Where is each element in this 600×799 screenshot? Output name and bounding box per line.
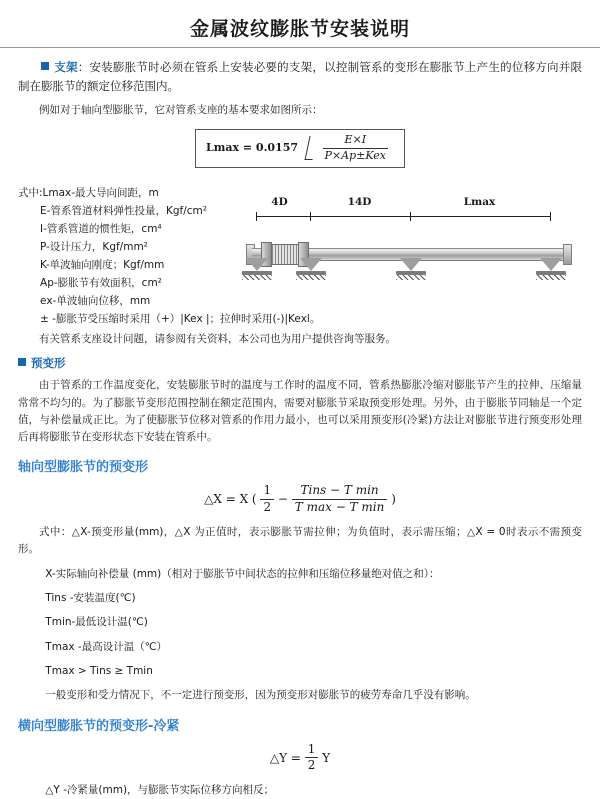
axial-formula-minus: − [277,492,288,507]
dim-tick [550,212,551,221]
page-title: 金属波纹膨胀节安装说明 [189,18,410,40]
diagram-label-lmax: Lmax [463,195,496,208]
legend-item: ex-单波轴向位移，mm [40,294,151,307]
document-body [0,58,600,799]
axial-half-denominator: 2 [263,500,272,515]
subsection-axial-heading: 轴向型膨胀节的预变形 [18,460,149,476]
support-cone-icon [300,258,322,271]
section-predeform-heading-row [18,355,582,371]
axial-note-5: Tmax -最高设计温（℃） [45,640,168,653]
pipe-support-guide-2 [396,258,426,278]
sqrt-icon [305,134,392,162]
axial-note-1: 式中：△X-预变形量(mm)，△X 为正值时，表示膨胀节需拉伸；为负值时，表示需压缩；△X = 0时表示不需预变形。 [18,526,582,556]
legend-item: 式中:Lmax-最大导向间距，m [18,186,159,199]
lmax-formula-box [18,129,582,167]
diagram-label-14d: 14D [347,195,372,208]
section-support-intro-text: 安装膨胀节时必须在管系上安装必要的支架，以控制管系的变形在膨胀节上产生的位移方向并限制在膨胀节的额定位移范围内。 [18,60,582,93]
lateral-half-denominator: 2 [307,758,316,773]
pipe-support-guide-1 [296,258,326,278]
pipe-diagram-column [231,178,582,301]
lmax-fraction-numerator: E×I [323,134,388,149]
section-support-example: 例如对于轴向型膨胀节，它对管系支座的基本要求如图所示： [39,103,323,116]
square-bullet-icon [18,358,26,366]
axial-formula-temp-fraction [292,484,388,515]
diagram-label-4d: 4D [271,195,288,208]
axial-note-2: X-实际轴向补偿量 (mm)（相对于膨胀节中间状态的拉伸和压缩位移量绝对值之和）： [45,567,440,580]
subsection-lateral-heading: 横向型膨胀节的预变形-冷紧 [18,718,180,734]
support-hatch [396,275,426,280]
title-divider [0,47,600,48]
axial-half-numerator: 1 [260,484,274,500]
support-hatch [242,275,272,280]
diagram-dimension-labels [242,196,572,212]
axial-temp-numerator: Tins − T min [292,484,388,500]
lmax-formula [195,129,405,167]
section-support-intro: 支架：安装膨胀节时必须在管系上安装必要的支架，以控制管系的变形在膨胀节上产生的位移方向并限制在膨胀节的额定位移范围内。 [18,60,582,93]
lateral-formula [18,743,582,774]
diagram-dimension-lines [242,212,572,220]
section-predeform-heading: 预变形 [31,356,66,371]
lateral-formula-rhs: Y [322,750,331,765]
pipe-assembly [242,222,572,292]
axial-note-3: Tins -安装温度(℃) [45,592,136,604]
lateral-note: △Y -冷紧量(mm)，与膨胀节实际位移方向相反； [45,784,275,797]
lmax-formula-lhs: Lmax = 0.0157 [205,141,299,155]
support-hatch [536,275,566,280]
legend-item: P-设计压力，Kgf/mm² [40,240,148,253]
pipe-support-diagram [242,196,572,301]
axial-formula-lhs: △X = X ( [204,492,257,507]
axial-formula-rhs: ) [391,492,396,507]
section-support-heading: 支架 [54,60,78,74]
support-hatch [296,275,326,280]
lmax-fraction [319,134,392,162]
pipe-support-guide-3 [536,258,566,278]
legend-item: E-管系管道材料弹性投量，Kgf/cm² [40,204,207,217]
legend-item: ± -膨胀节受压缩时采用（+）|Kex |；拉伸时采用(-)|Kexl。 [40,312,321,325]
axial-temp-denominator: T max − T min [294,500,385,515]
pipe-support-anchor [242,258,272,278]
lmax-fraction-denominator: P×Ap±Kex [324,148,386,162]
dim-bar-14d [310,216,410,217]
support-cone-icon [400,258,422,271]
support-cone-icon [540,258,562,271]
lateral-half-numerator: 1 [305,743,319,759]
document-page [0,14,600,797]
dim-bar-lmax [410,216,550,217]
axial-note-4: Tmin-最低设计温(℃) [45,616,148,629]
dim-bar-4d [256,216,310,217]
section-support-closing: 有关管系支座设计问题，请参阅有关资料，本公司也为用户提供咨询等服务。 [39,332,396,345]
square-bullet-icon [41,62,49,70]
axial-note-7: 一般变形和受力情况下，不一定进行预变形，因为预变形对膨胀节的疲劳寿命几乎没有影响。 [45,689,476,702]
lateral-formula-half [305,743,319,774]
legend-item: I-管系管道的惯性矩，cm⁴ [40,222,162,235]
axial-formula [18,484,582,515]
axial-formula-half [260,484,274,515]
legend-and-diagram [18,178,582,328]
section-predeform-paragraph: 由于管系的工作温度变化，安装膨胀节时的温度与工作时的温度不同，管系热膨胀冷缩对膨胀节产生的拉伸、压缩量常常不均匀的。为了膨胀节变形范围控制在额定范围内，需要对膨胀节采取预变形处理。另外，由于膨胀节同轴是一个定值，与补偿量成正比。为了使膨胀节位移对管系的作用力最小，也可以采用预变形(冷紧)方法让对膨胀节进行预变形处理后再将膨胀节在变形状态下安装在管系中。 [18,379,582,444]
legend-item: Ap-膨胀节有效面积，cm² [40,276,162,289]
axial-note-6: Tmax > Tins ≥ Tmin [45,664,153,677]
legend-item: K-单波轴向刚度；Kgf/mm [40,258,165,271]
support-cone-icon [246,258,268,271]
lateral-formula-lhs: △Y = [269,750,301,765]
